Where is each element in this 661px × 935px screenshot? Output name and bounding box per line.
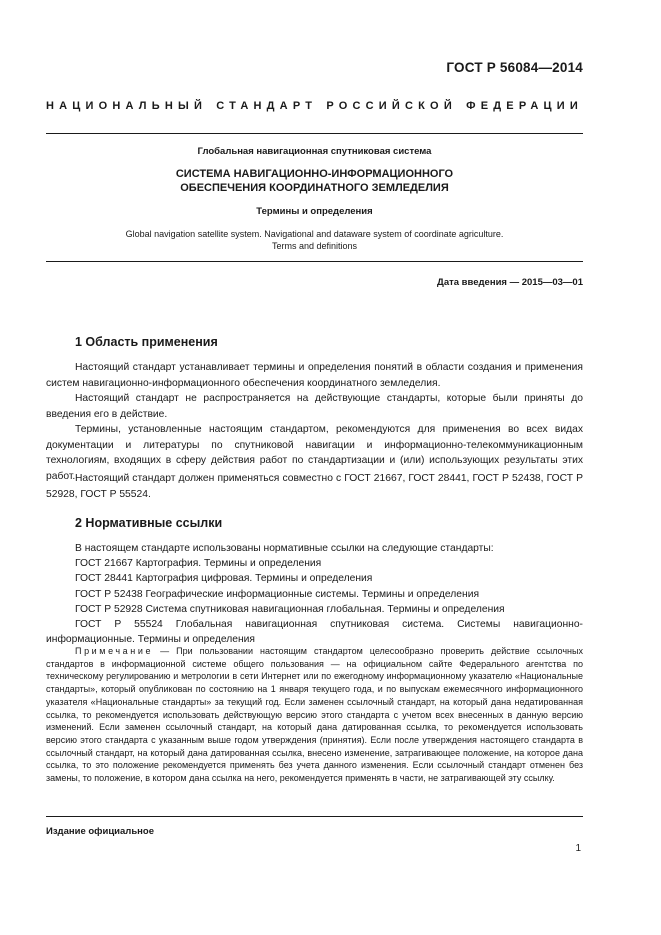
english-title-line-1: Global navigation satellite system. Navigational and dataware system of coordinate agriculture. xyxy=(125,229,504,239)
official-edition-label: Издание официальное xyxy=(46,826,154,837)
english-title xyxy=(46,228,583,252)
note-label: Примечание xyxy=(75,646,154,656)
header-divider xyxy=(46,133,583,134)
page-number: 1 xyxy=(575,843,581,854)
reference-item: ГОСТ 21667 Картография. Термины и определения xyxy=(75,558,322,569)
standard-main-title xyxy=(46,167,583,195)
section-1-paragraph-2: Настоящий стандарт не распространяется на действующие стандарты, которые были приняты до введения его в действие. xyxy=(46,393,583,420)
section-1-paragraph-4: Настоящий стандарт должен применяться совместно с ГОСТ 21667, ГОСТ 28441, ГОСТ Р 52438, ГОСТ Р 52928, ГОСТ Р 55524. xyxy=(46,473,583,500)
reference-item: ГОСТ 28441 Картография цифровая. Термины и определения xyxy=(75,573,373,585)
english-title-line-2: Terms and definitions xyxy=(271,241,358,251)
document-number: ГОСТ Р 56084—2014 xyxy=(446,60,583,75)
section-1-paragraph-1: Настоящий стандарт устанавливает термины и определения понятий в области создания и применения систем навигационно-информационного обеспечения координатного земледелия. xyxy=(46,362,583,389)
footer-divider xyxy=(46,816,583,817)
reference-item: ГОСТ Р 52438 Географические информационные системы. Термины и определения xyxy=(75,588,480,600)
section-1-heading: 1 Область применения xyxy=(75,335,218,349)
standard-subtitle: Термины и определения xyxy=(256,206,373,217)
normative-references-list xyxy=(46,556,583,648)
standard-group-title: Глобальная навигационная спутниковая система xyxy=(197,146,432,157)
note-text: — При пользовании настоящим стандартом целесообразно проверить действие ссылочных стандартов в информационной системе общего пользования — на официальном сайте Федерального агентства по техническому регулированию и метрологии в сети Интернет или по ежегодному информационному указателю «Национальные стандарты», который опубликован по состоянию на 1 января текущего года, и по выпускам ежемесячного информационного указателя «Национальные стандарты» за текущий год. Если заменен ссылочный стандарт, на который дана недатированная ссылка, то рекомендуется использовать действующую версию этого стандарта с учетом всех внесенных в данную версию изменений. Если заменен ссылочный стандарт, на который дана датированная ссылка, то рекомендуется использовать версию этого стандарта с указанным выше годом утверждения (принятия). Если после утверждения настоящего стандарта в ссылочный стандарт, на который дана датированная ссылка, внесено изменение, затрагивающее положение, на которое дана ссылка, то это положение рекомендуется применять без учета данного изменения. Если ссылочный стандарт отменен без замены, то положение, в котором дана ссылка на него, рекомендуется применять в части, не затрагивающей эту ссылку. xyxy=(46,646,583,784)
references-note xyxy=(46,645,583,785)
section-1-paragraph-3: Термины, установленные настоящим стандартом, рекомендуются для применения во всех видах документации и литературы по спутниковой навигации и информационно-телекоммуникационным технологиям, входящих в сферу действия работ по стандартизации и (или) использующих результаты этих работ. xyxy=(46,424,583,483)
main-title-line-2: ОБЕСПЕЧЕНИЯ КООРДИНАТНОГО ЗЕМЛЕДЕЛИЯ xyxy=(180,182,449,194)
title-divider xyxy=(46,261,583,262)
reference-item: ГОСТ Р 55524 Глобальная навигационная спутниковая система. Системы навигационно-информационные. Термины и определения xyxy=(46,619,583,646)
section-2-intro: В настоящем стандарте использованы нормативные ссылки на следующие стандарты: xyxy=(75,543,494,554)
introduction-date: Дата введения — 2015—03—01 xyxy=(437,277,583,288)
reference-item: ГОСТ Р 52928 Система спутниковая навигационная глобальная. Термины и определения xyxy=(75,603,505,615)
main-title-line-1: СИСТЕМА НАВИГАЦИОННО-ИНФОРМАЦИОННОГО xyxy=(175,168,454,180)
national-standard-title: НАЦИОНАЛЬНЫЙ СТАНДАРТ РОССИЙСКОЙ ФЕДЕРАЦИИ xyxy=(46,100,583,112)
section-2-heading: 2 Нормативные ссылки xyxy=(75,516,223,530)
